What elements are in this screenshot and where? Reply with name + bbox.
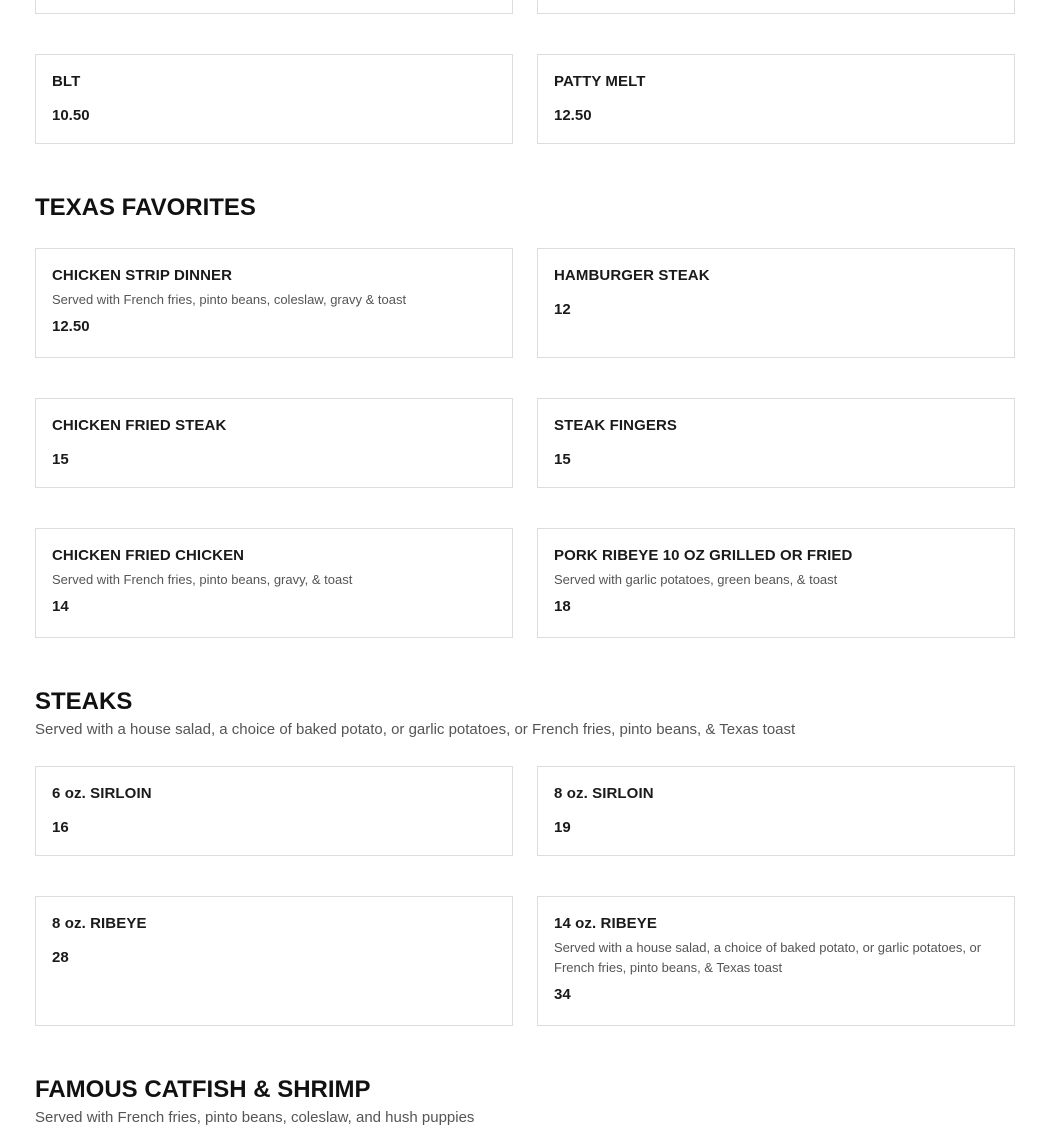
menu-item-price: 34	[554, 986, 571, 1003]
menu-item-name: 6 oz. SIRLOIN	[52, 785, 152, 802]
menu-item-name: 8 oz. SIRLOIN	[554, 785, 654, 802]
section-subtitle: Served with a house salad, a choice of baked potato, or garlic potatoes, or French fries, pinto beans, & Texas toast	[35, 721, 796, 738]
menu-item-name: CHICKEN STRIP DINNER	[52, 267, 233, 284]
menu-item-price: 19	[554, 819, 571, 836]
menu-item-card	[537, 766, 1015, 856]
menu-item-price: 12	[554, 301, 571, 318]
menu-item-card	[35, 528, 513, 638]
menu-item-name: STEAK FINGERS	[554, 417, 677, 434]
menu-item-card-clipped	[537, 0, 1015, 14]
menu-item-price: 15	[52, 451, 69, 468]
menu-item-card	[537, 398, 1015, 488]
menu-item-name: CHICKEN FRIED CHICKEN	[52, 547, 245, 564]
menu-item-price: 18	[554, 598, 571, 615]
menu-item-card	[35, 54, 513, 144]
menu-item-description: Served with a house salad, a choice of baked potato, or garlic potatoes, or French fries, pinto beans, & Texas toast	[554, 940, 982, 975]
section-title: TEXAS FAVORITES	[35, 194, 256, 221]
menu-item-card	[35, 896, 513, 1026]
menu-item-card	[35, 248, 513, 358]
menu-item-name: BLT	[52, 73, 81, 90]
menu-item-name: PATTY MELT	[554, 73, 646, 90]
menu-item-card	[537, 528, 1015, 638]
menu-item-description: Served with French fries, pinto beans, coleslaw, gravy & toast	[52, 292, 407, 307]
menu-item-name: HAMBURGER STEAK	[554, 267, 710, 284]
menu-item-name: CHICKEN FRIED STEAK	[52, 417, 227, 434]
menu-item-card	[35, 398, 513, 488]
menu-item-card	[537, 54, 1015, 144]
menu-item-name: 14 oz. RIBEYE	[554, 915, 657, 932]
menu-item-name: 8 oz. RIBEYE	[52, 915, 147, 932]
section-subtitle: Served with French fries, pinto beans, coleslaw, and hush puppies	[35, 1109, 475, 1126]
menu-item-price: 12.50	[554, 107, 592, 124]
menu-item-price: 10.50	[52, 107, 90, 124]
menu-item-card	[537, 896, 1015, 1026]
menu-item-description: Served with French fries, pinto beans, gravy, & toast	[52, 572, 353, 587]
section-title: FAMOUS CATFISH & SHRIMP	[35, 1076, 371, 1103]
menu-item-card	[35, 766, 513, 856]
menu-item-price: 14	[52, 598, 69, 615]
section-title: STEAKS	[35, 688, 133, 715]
menu-item-price: 12.50	[52, 318, 90, 335]
menu-item-card-clipped	[35, 0, 513, 14]
menu-item-card	[537, 248, 1015, 358]
menu-item-price: 28	[52, 949, 69, 966]
menu-item-price: 16	[52, 819, 69, 836]
menu-item-description: Served with garlic potatoes, green beans, & toast	[554, 572, 838, 587]
menu-item-price: 15	[554, 451, 571, 468]
menu-item-name: PORK RIBEYE 10 OZ GRILLED OR FRIED	[554, 547, 853, 564]
